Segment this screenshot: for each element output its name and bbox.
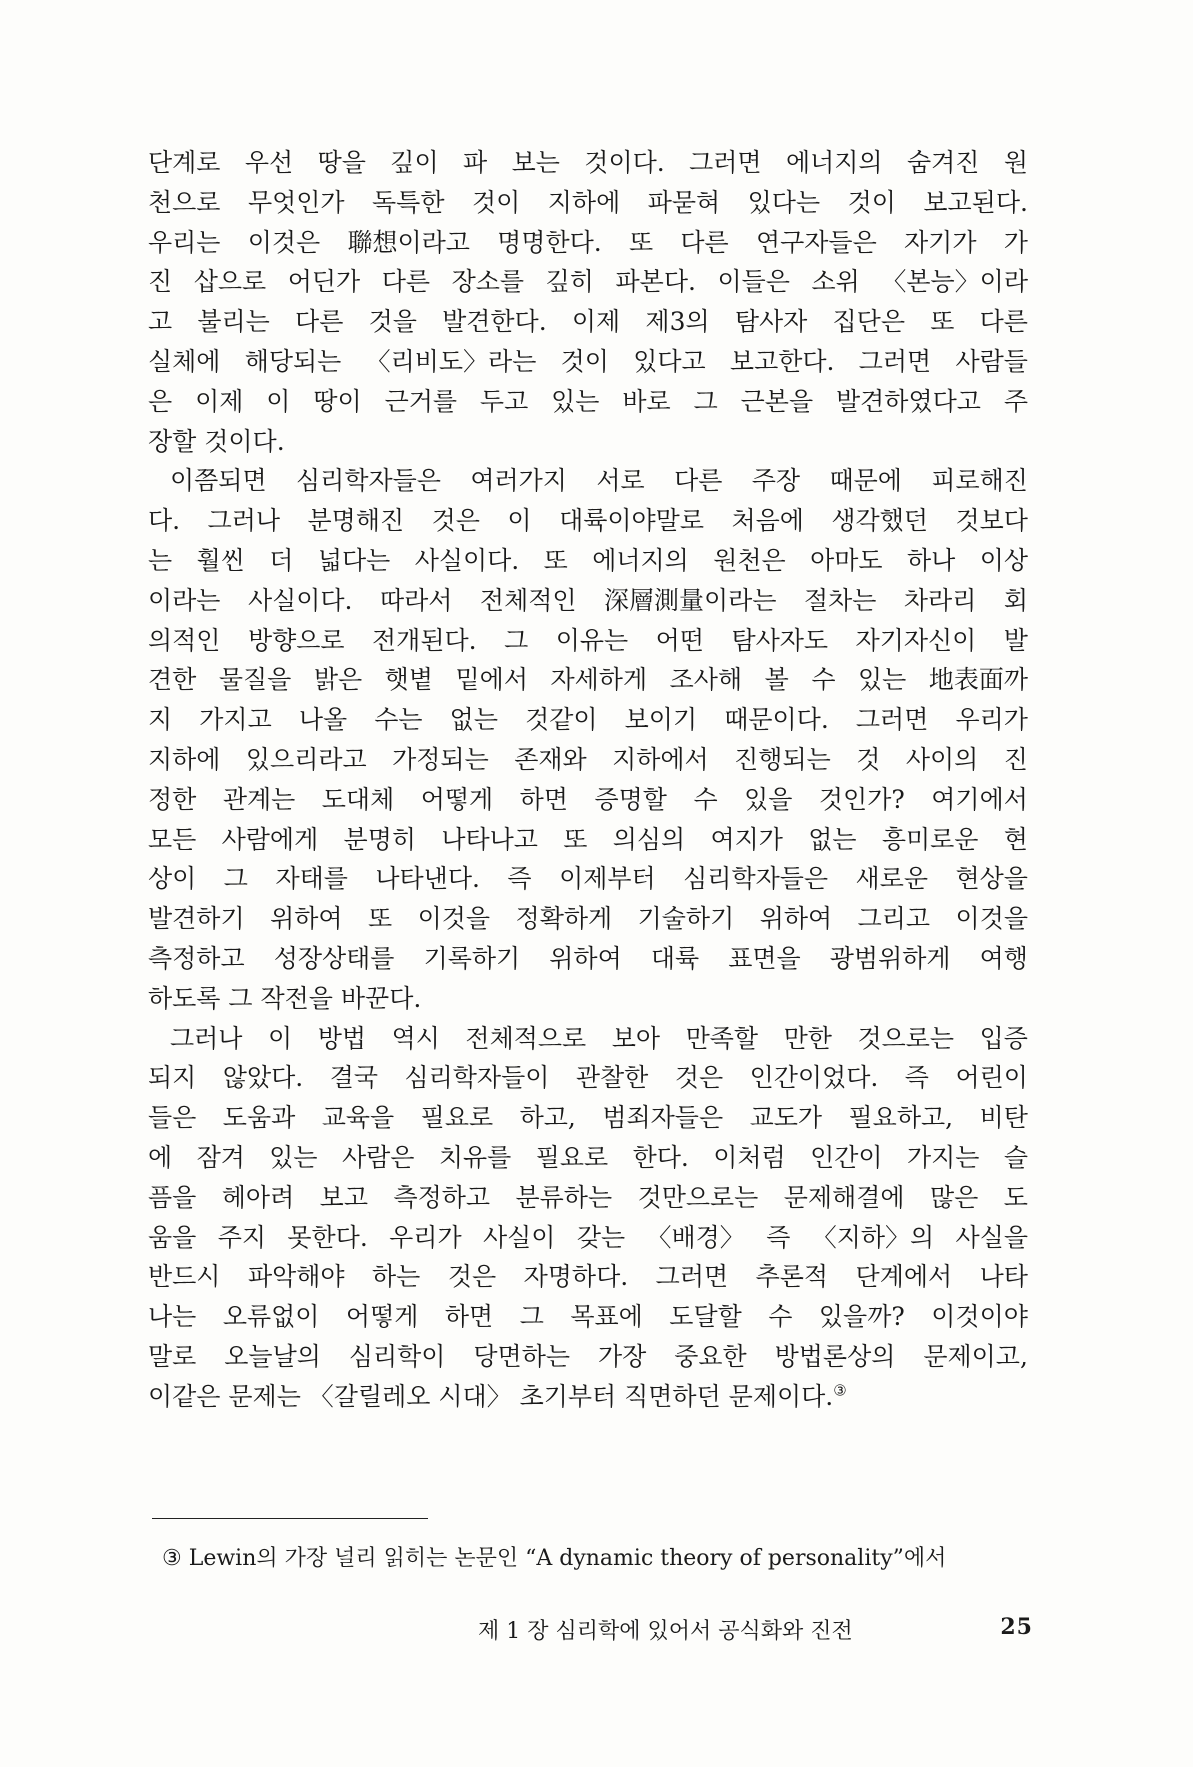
text-line: 발견하기 위하여 또 이것을 정확하게 기술하기 위하여 그리고 이것을	[148, 904, 1028, 934]
text-line: 진 삽으로 어딘가 다른 장소를 깊히 파본다. 이들은 소위 〈본능〉이라	[148, 267, 1028, 297]
running-footer	[478, 1614, 1033, 1645]
text-line: 말로 오늘날의 심리학이 당면하는 가장 중요한 방법론상의 문제이고,	[148, 1341, 1028, 1371]
text-line: 지 가지고 나올 수는 없는 것같이 보이기 때문이다. 그러면 우리가	[148, 705, 1028, 735]
text-line: 되지 않았다. 결국 심리학자들이 관찰한 것은 인간이었다. 즉 어린이	[148, 1063, 1028, 1093]
text-line: 측정하고 성장상태를 기록하기 위하여 대륙 표면을 광범위하게 여행	[148, 943, 1028, 973]
text-line: 움을 주지 못한다. 우리가 사실이 갖는 〈배경〉 즉 〈지하〉의 사실을	[148, 1222, 1028, 1252]
text-line: 모든 사람에게 분명히 나타나고 또 의심의 여지가 없는 흥미로운 현	[148, 824, 1028, 854]
text-line: 이라는 사실이다. 따라서 전체적인 深層測量이라는 절차는 차라리 회	[148, 585, 1028, 615]
text-line: 장할 것이다.	[148, 426, 285, 456]
text-line: 는 훨씬 더 넓다는 사실이다. 또 에너지의 원천은 아마도 하나 이상	[148, 545, 1028, 575]
text-line: 은 이제 이 땅이 근거를 두고 있는 바로 그 근본을 발견하였다고 주	[148, 386, 1028, 416]
text-line: 정한 관계는 도대체 어떻게 하면 증명할 수 있을 것인가? 여기에서	[148, 784, 1028, 814]
text-line: 실체에 해당되는 〈리비도〉라는 것이 있다고 보고한다. 그러면 사람들	[148, 346, 1028, 376]
text-line: 하도록 그 작전을 바꾼다.	[148, 983, 422, 1013]
text-line: 에 잠겨 있는 사람은 치유를 필요로 한다. 이처럼 인간이 가지는 슬	[148, 1142, 1028, 1172]
text-line: 들은 도움과 교육을 필요로 하고, 범죄자들은 교도가 필요하고, 비탄	[148, 1103, 1028, 1133]
text-line: 단계로 우선 땅을 깊이 파 보는 것이다. 그러면 에너지의 숨겨진 원	[148, 148, 1028, 177]
text-line: 픔을 헤아려 보고 측정하고 분류하는 것만으로는 문제해결에 많은 도	[148, 1182, 1028, 1212]
text-line: 천으로 무엇인가 독특한 것이 지하에 파묻혀 있다는 것이 보고된다.	[148, 187, 1028, 217]
text-line: 의적인 방향으로 전개된다. 그 이유는 어떤 탐사자도 자기자신이 발	[148, 625, 1028, 655]
text-line: 그러나 이 방법 역시 전체적으로 보아 만족할 만한 것으로는 입증	[170, 1023, 1028, 1053]
text-line: 반드시 파악해야 하는 것은 자명하다. 그러면 추론적 단계에서 나타	[148, 1262, 1028, 1292]
text-line: 이같은 문제는 〈갈릴레오 시대〉 초기부터 직면하던 문제이다.③	[148, 1381, 847, 1411]
footnote-divider	[152, 1518, 428, 1519]
footnote-marker: ③	[833, 1381, 847, 1400]
text-line: 우리는 이것은 聯想이라고 명명한다. 또 다른 연구자들은 자기가 가	[148, 227, 1028, 257]
page-number: 25	[1000, 1614, 1033, 1640]
body-text	[148, 143, 1028, 1417]
text-line: 상이 그 자태를 나타낸다. 즉 이제부터 심리학자들은 새로운 현상을	[148, 864, 1028, 894]
footnote: ③ Lewin의 가장 널리 읽히는 논문인 “A dynamic theory of personality”에서	[162, 1546, 947, 1571]
text-line: 견한 물질을 밝은 햇볕 밑에서 자세하게 조사해 볼 수 있는 地表面까	[148, 665, 1028, 695]
text-line: 다. 그러나 분명해진 것은 이 대륙이야말로 처음에 생각했던 것보다	[148, 506, 1028, 536]
text-line: 고 불리는 다른 것을 발견한다. 이제 제3의 탐사자 집단은 또 다른	[148, 307, 1028, 337]
text-line: 지하에 있으리라고 가정되는 존재와 지하에서 진행되는 것 사이의 진	[148, 744, 1028, 774]
text-line: 이쯤되면 심리학자들은 여러가지 서로 다른 주장 때문에 피로해진	[170, 466, 1028, 496]
text-line: 나는 오류없이 어떻게 하면 그 목표에 도달할 수 있을까? 이것이야	[148, 1302, 1028, 1332]
chapter-title: 제 1 장 심리학에 있어서 공식화와 진전	[478, 1619, 853, 1644]
